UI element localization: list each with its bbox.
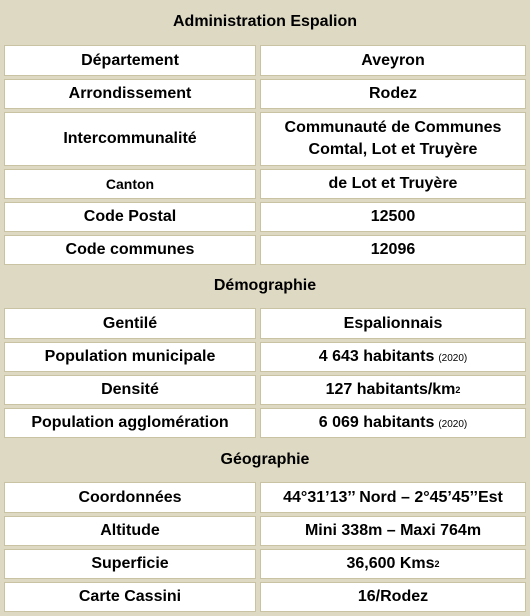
value-population-agglomeration <box>260 408 526 438</box>
value-intercommunalite-line2: Comtal, Lot et Truyère <box>308 141 478 158</box>
label-arrondissement: Arrondissement <box>4 79 256 109</box>
label-population-municipale: Population municipale <box>4 342 256 372</box>
label-coordonnees: Coordonnées <box>4 482 256 513</box>
section-header-administration: Administration Espalion <box>3 3 527 41</box>
value-code-postal: 12500 <box>260 202 526 232</box>
population-municipale-year: (2020) <box>438 353 468 365</box>
value-canton: de Lot et Truyère <box>260 169 526 199</box>
value-densite: 127 habitants/km 2 <box>260 375 526 405</box>
population-agglomeration-number: 6 069 habitants <box>318 414 435 432</box>
label-canton: Canton <box>4 169 256 199</box>
value-superficie: 36,600 Kms 2 <box>260 549 526 579</box>
value-carte-cassini: 16/Rodez <box>260 582 526 612</box>
label-altitude: Altitude <box>4 516 256 546</box>
label-superficie: Superficie <box>4 549 256 579</box>
label-intercommunalite: Intercommunalité <box>4 112 256 166</box>
label-population-agglomeration: Population agglomération <box>4 408 256 438</box>
superficie-number: 36,600 Kms <box>346 555 435 573</box>
value-altitude: Mini 338m – Maxi 764m <box>260 516 526 546</box>
value-intercommunalite <box>260 112 526 166</box>
value-gentile: Espalionnais <box>260 308 526 339</box>
label-carte-cassini: Carte Cassini <box>4 582 256 612</box>
section-header-geographie: Géographie <box>3 441 527 479</box>
label-densite: Densité <box>4 375 256 405</box>
label-departement: Département <box>4 45 256 76</box>
label-code-communes: Code communes <box>4 235 256 265</box>
population-municipale-number: 4 643 habitants <box>318 348 435 366</box>
value-coordonnees: 44°31’13’’ Nord – 2°45’45’’Est <box>260 482 526 513</box>
value-intercommunalite-line1: Communauté de Communes <box>284 119 502 137</box>
densite-number: 127 habitants/km <box>325 381 456 399</box>
value-code-communes: 12096 <box>260 235 526 265</box>
value-departement: Aveyron <box>260 45 526 76</box>
value-population-municipale <box>260 342 526 372</box>
section-header-demographie: Démographie <box>3 268 527 304</box>
label-code-postal: Code Postal <box>4 202 256 232</box>
value-arrondissement: Rodez <box>260 79 526 109</box>
population-agglomeration-year: (2020) <box>438 419 468 431</box>
label-gentile: Gentilé <box>4 308 256 339</box>
